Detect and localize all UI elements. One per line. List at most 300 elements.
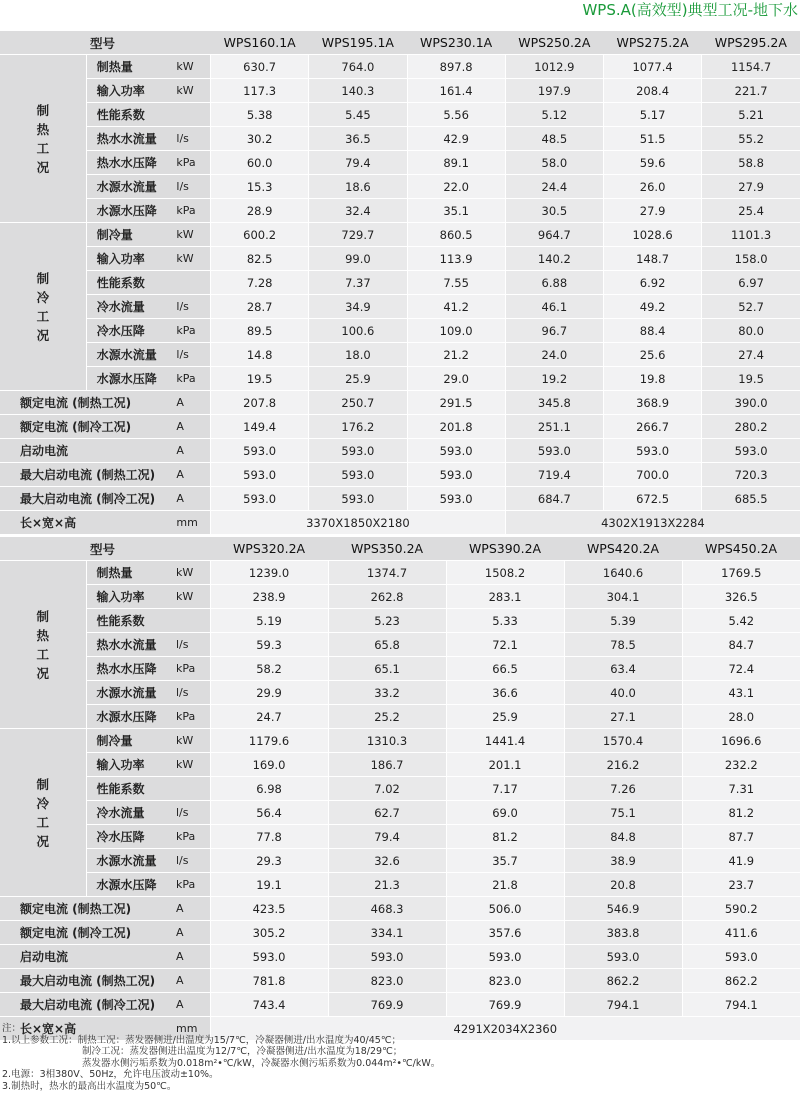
value-cell: 58.2 [210, 657, 328, 681]
value-cell: 66.5 [446, 657, 564, 681]
parameter-name: 制热量 [86, 561, 172, 585]
value-cell: 7.28 [211, 271, 309, 295]
value-cell: 423.5 [210, 897, 328, 921]
value-cell: 7.31 [682, 777, 800, 801]
value-cell: 148.7 [603, 247, 701, 271]
value-cell: 468.3 [328, 897, 446, 921]
value-cell: 56.4 [210, 801, 328, 825]
value-cell: 72.4 [682, 657, 800, 681]
value-cell: 7.37 [309, 271, 407, 295]
parameter-name: 热水水流量 [86, 633, 172, 657]
parameter-name: 额定电流 (制冷工况) [0, 921, 172, 945]
parameter-unit: l/s [172, 849, 210, 873]
value-cell: 593.0 [564, 945, 682, 969]
parameter-name: 性能系数 [86, 609, 172, 633]
value-cell: 334.1 [328, 921, 446, 945]
value-cell: 158.0 [702, 247, 800, 271]
value-cell: 5.17 [603, 103, 701, 127]
table-row [0, 295, 800, 319]
value-cell: 304.1 [564, 585, 682, 609]
group-char: 冷 [36, 795, 49, 811]
table-row [0, 343, 800, 367]
value-cell: 113.9 [407, 247, 505, 271]
value-cell: 593.0 [328, 945, 446, 969]
table-row [0, 969, 800, 993]
dimensions-value: 4291X2034X2360 [210, 1017, 800, 1041]
value-cell: 600.2 [211, 223, 309, 247]
value-cell: 33.2 [328, 681, 446, 705]
heating-group-label [0, 561, 86, 729]
value-cell: 84.8 [564, 825, 682, 849]
parameter-unit: kPa [172, 199, 210, 223]
value-cell: 283.1 [446, 585, 564, 609]
table-row [0, 585, 800, 609]
parameter-name: 热水水压降 [86, 657, 172, 681]
group-char: 工 [36, 646, 49, 662]
value-cell: 862.2 [682, 969, 800, 993]
value-cell: 291.5 [407, 391, 505, 415]
value-cell: 36.5 [309, 127, 407, 151]
value-cell: 672.5 [603, 487, 701, 511]
model-name: WPS250.2A [505, 31, 603, 55]
value-cell: 5.21 [702, 103, 800, 127]
model-header-label: 型号 [0, 537, 210, 561]
value-cell: 5.19 [210, 609, 328, 633]
table-row [0, 367, 800, 391]
value-cell: 27.9 [702, 175, 800, 199]
note-line: 蒸发器水侧污垢系数为0.018m²•℃/kW，冷凝器水侧污垢系数为0.044m²•℃/kW。 [82, 1057, 441, 1069]
value-cell: 250.7 [309, 391, 407, 415]
parameter-name: 水源水流量 [86, 681, 172, 705]
parameter-unit: kPa [172, 705, 210, 729]
value-cell: 1077.4 [603, 55, 701, 79]
value-cell: 719.4 [505, 463, 603, 487]
value-cell: 40.0 [564, 681, 682, 705]
value-cell: 781.8 [210, 969, 328, 993]
note-line: 1.以上参数工况：制热工况：蒸发器侧进/出温度为15/7℃，冷凝器侧进/出水温度为40/45℃； [2, 1034, 402, 1046]
value-cell: 593.0 [211, 439, 309, 463]
value-cell: 36.6 [446, 681, 564, 705]
parameter-name: 最大启动电流 (制热工况) [0, 463, 172, 487]
value-cell: 43.1 [682, 681, 800, 705]
table-row [0, 247, 800, 271]
value-cell: 5.12 [505, 103, 603, 127]
table-header-row [0, 31, 800, 55]
value-cell: 78.5 [564, 633, 682, 657]
group-char: 况 [36, 327, 50, 343]
value-cell: 62.7 [328, 801, 446, 825]
value-cell: 368.9 [603, 391, 701, 415]
value-cell: 14.8 [211, 343, 309, 367]
value-cell: 25.9 [446, 705, 564, 729]
value-cell: 390.0 [702, 391, 800, 415]
value-cell: 28.0 [682, 705, 800, 729]
model-name: WPS420.2A [564, 537, 682, 561]
table-row [0, 897, 800, 921]
value-cell: 49.2 [603, 295, 701, 319]
note-line: 制冷工况：蒸发器侧进出温度为12/7℃，冷凝器侧进/出水温度为18/29℃； [82, 1046, 403, 1057]
value-cell: 684.7 [505, 487, 603, 511]
parameter-name: 最大启动电流 (制冷工况) [0, 487, 172, 511]
note-line: 2.电源：3相380V、50Hz，允许电压波动±10%。 [2, 1069, 219, 1080]
value-cell: 22.0 [407, 175, 505, 199]
parameter-unit: kW [172, 729, 210, 753]
value-cell: 5.56 [407, 103, 505, 127]
value-cell: 27.9 [603, 199, 701, 223]
spec-table-1 [0, 31, 800, 535]
parameter-unit: A [172, 463, 210, 487]
value-cell: 238.9 [210, 585, 328, 609]
parameter-unit: kW [172, 561, 210, 585]
parameter-unit: kW [172, 55, 210, 79]
value-cell: 593.0 [210, 945, 328, 969]
table-row [0, 825, 800, 849]
value-cell: 1239.0 [210, 561, 328, 585]
value-cell: 6.97 [702, 271, 800, 295]
value-cell: 63.4 [564, 657, 682, 681]
value-cell: 964.7 [505, 223, 603, 247]
parameter-unit: kPa [172, 367, 210, 391]
value-cell: 176.2 [309, 415, 407, 439]
value-cell: 72.1 [446, 633, 564, 657]
value-cell: 21.2 [407, 343, 505, 367]
value-cell: 1696.6 [682, 729, 800, 753]
table-row [0, 753, 800, 777]
parameter-unit: kW [172, 223, 210, 247]
group-char: 工 [36, 814, 49, 830]
value-cell: 207.8 [211, 391, 309, 415]
value-cell: 20.8 [564, 873, 682, 897]
parameter-unit: l/s [172, 175, 210, 199]
value-cell: 82.5 [211, 247, 309, 271]
value-cell: 1640.6 [564, 561, 682, 585]
value-cell: 411.6 [682, 921, 800, 945]
parameter-unit: A [172, 969, 210, 993]
value-cell: 6.92 [603, 271, 701, 295]
table-row [0, 439, 800, 463]
group-char: 热 [36, 627, 49, 643]
parameter-name: 输入功率 [86, 753, 172, 777]
parameter-unit: A [172, 921, 210, 945]
note-line: 注： [2, 1023, 22, 1034]
parameter-unit: A [172, 415, 210, 439]
value-cell: 5.33 [446, 609, 564, 633]
parameter-unit [172, 609, 210, 633]
parameter-unit: l/s [172, 633, 210, 657]
cooling-group-label [0, 729, 86, 897]
table-row [0, 391, 800, 415]
parameter-unit: A [172, 945, 210, 969]
value-cell: 58.8 [702, 151, 800, 175]
value-cell: 897.8 [407, 55, 505, 79]
value-cell: 1012.9 [505, 55, 603, 79]
parameter-unit: kPa [172, 825, 210, 849]
parameter-name: 冷水流量 [86, 801, 172, 825]
value-cell: 1570.4 [564, 729, 682, 753]
table-row [0, 151, 800, 175]
table-row [0, 609, 800, 633]
value-cell: 18.6 [309, 175, 407, 199]
value-cell: 345.8 [505, 391, 603, 415]
parameter-unit: l/s [172, 295, 210, 319]
value-cell: 25.9 [309, 367, 407, 391]
value-cell: 630.7 [211, 55, 309, 79]
parameter-name: 水源水压降 [86, 367, 172, 391]
table-row [0, 463, 800, 487]
model-header-label: 型号 [0, 31, 211, 55]
parameter-unit: l/s [172, 343, 210, 367]
value-cell: 96.7 [505, 319, 603, 343]
model-name: WPS230.1A [407, 31, 505, 55]
value-cell: 593.0 [682, 945, 800, 969]
value-cell: 19.1 [210, 873, 328, 897]
value-cell: 593.0 [309, 487, 407, 511]
parameter-unit: A [172, 993, 210, 1017]
value-cell: 169.0 [210, 753, 328, 777]
value-cell: 593.0 [505, 439, 603, 463]
value-cell: 593.0 [446, 945, 564, 969]
value-cell: 65.8 [328, 633, 446, 657]
value-cell: 6.98 [210, 777, 328, 801]
value-cell: 69.0 [446, 801, 564, 825]
parameter-unit: kW [172, 79, 210, 103]
value-cell: 19.5 [211, 367, 309, 391]
parameter-unit: kW [172, 585, 210, 609]
value-cell: 32.4 [309, 199, 407, 223]
parameter-name: 启动电流 [0, 945, 172, 969]
parameter-unit: kPa [172, 657, 210, 681]
model-name: WPS195.1A [309, 31, 407, 55]
parameter-name: 制冷量 [86, 223, 172, 247]
model-name: WPS450.2A [682, 537, 800, 561]
value-cell: 794.1 [682, 993, 800, 1017]
value-cell: 28.7 [211, 295, 309, 319]
table-row [0, 993, 800, 1017]
note-line: 3.制热时，热水的最高出水温度为50℃。 [2, 1080, 177, 1092]
value-cell: 140.2 [505, 247, 603, 271]
value-cell: 7.26 [564, 777, 682, 801]
value-cell: 197.9 [505, 79, 603, 103]
parameter-name: 冷水压降 [86, 825, 172, 849]
value-cell: 262.8 [328, 585, 446, 609]
value-cell: 100.6 [309, 319, 407, 343]
value-cell: 30.5 [505, 199, 603, 223]
value-cell: 593.0 [211, 487, 309, 511]
value-cell: 700.0 [603, 463, 701, 487]
value-cell: 1310.3 [328, 729, 446, 753]
value-cell: 79.4 [309, 151, 407, 175]
parameter-unit: kW [172, 753, 210, 777]
group-char: 况 [36, 665, 49, 681]
value-cell: 305.2 [210, 921, 328, 945]
value-cell: 149.4 [211, 415, 309, 439]
table-row [0, 681, 800, 705]
value-cell: 51.5 [603, 127, 701, 151]
table-row [0, 561, 800, 585]
value-cell: 79.4 [328, 825, 446, 849]
value-cell: 19.2 [505, 367, 603, 391]
cooling-group-label [0, 223, 86, 391]
parameter-name: 最大启动电流 (制冷工况) [0, 993, 172, 1017]
value-cell: 186.7 [328, 753, 446, 777]
value-cell: 88.4 [603, 319, 701, 343]
value-cell: 27.4 [702, 343, 800, 367]
table-row [0, 945, 800, 969]
parameter-name: 水源水压降 [86, 873, 172, 897]
value-cell: 28.9 [211, 199, 309, 223]
value-cell: 58.0 [505, 151, 603, 175]
value-cell: 201.8 [407, 415, 505, 439]
table-row [0, 705, 800, 729]
table-row [0, 319, 800, 343]
group-char: 热 [36, 121, 50, 137]
parameter-unit: kPa [172, 319, 210, 343]
value-cell: 506.0 [446, 897, 564, 921]
parameter-name: 水源水压降 [86, 199, 172, 223]
table-row [0, 921, 800, 945]
value-cell: 862.2 [564, 969, 682, 993]
table-row [0, 801, 800, 825]
value-cell: 201.1 [446, 753, 564, 777]
value-cell: 794.1 [564, 993, 682, 1017]
model-name: WPS295.2A [702, 31, 800, 55]
value-cell: 743.4 [210, 993, 328, 1017]
value-cell: 161.4 [407, 79, 505, 103]
value-cell: 99.0 [309, 247, 407, 271]
value-cell: 6.88 [505, 271, 603, 295]
parameter-name: 额定电流 (制冷工况) [0, 415, 172, 439]
dimensions-value: 4302X1913X2284 [505, 511, 800, 535]
parameter-name: 输入功率 [86, 79, 172, 103]
parameter-unit: kPa [172, 873, 210, 897]
table-row [0, 175, 800, 199]
value-cell: 232.2 [682, 753, 800, 777]
value-cell: 109.0 [407, 319, 505, 343]
table-row [0, 127, 800, 151]
parameter-unit: kW [172, 247, 210, 271]
table-row [0, 729, 800, 753]
value-cell: 25.6 [603, 343, 701, 367]
value-cell: 5.38 [211, 103, 309, 127]
parameter-name: 水源水流量 [86, 849, 172, 873]
value-cell: 29.9 [210, 681, 328, 705]
group-char: 制 [36, 608, 49, 624]
table-row [0, 199, 800, 223]
value-cell: 77.8 [210, 825, 328, 849]
value-cell: 593.0 [702, 439, 800, 463]
value-cell: 1769.5 [682, 561, 800, 585]
value-cell: 1101.3 [702, 223, 800, 247]
value-cell: 81.2 [446, 825, 564, 849]
group-char: 况 [36, 833, 49, 849]
table-row [0, 55, 800, 79]
value-cell: 35.7 [446, 849, 564, 873]
group-char: 冷 [36, 289, 50, 305]
value-cell: 1374.7 [328, 561, 446, 585]
value-cell: 1508.2 [446, 561, 564, 585]
model-name: WPS275.2A [603, 31, 701, 55]
page-title: WPS.A(高效型)典型工况-地下水 [582, 1, 798, 19]
value-cell: 383.8 [564, 921, 682, 945]
group-char: 工 [36, 308, 50, 324]
value-cell: 89.5 [211, 319, 309, 343]
value-cell: 81.2 [682, 801, 800, 825]
value-cell: 38.9 [564, 849, 682, 873]
value-cell: 41.9 [682, 849, 800, 873]
parameter-unit: mm [172, 511, 210, 535]
value-cell: 21.3 [328, 873, 446, 897]
value-cell: 75.1 [564, 801, 682, 825]
value-cell: 5.45 [309, 103, 407, 127]
value-cell: 29.0 [407, 367, 505, 391]
value-cell: 24.7 [210, 705, 328, 729]
heating-group-label [0, 55, 86, 223]
value-cell: 26.0 [603, 175, 701, 199]
parameter-name: 启动电流 [0, 439, 172, 463]
table-row [0, 79, 800, 103]
value-cell: 80.0 [702, 319, 800, 343]
value-cell: 251.1 [505, 415, 603, 439]
model-name: WPS350.2A [328, 537, 446, 561]
table-row [0, 223, 800, 247]
parameter-name: 热水水流量 [86, 127, 172, 151]
value-cell: 55.2 [702, 127, 800, 151]
parameter-unit: l/s [172, 801, 210, 825]
value-cell: 1028.6 [603, 223, 701, 247]
value-cell: 221.7 [702, 79, 800, 103]
table-header-row [0, 537, 800, 561]
value-cell: 216.2 [564, 753, 682, 777]
model-name: WPS320.2A [210, 537, 328, 561]
parameter-name: 冷水流量 [86, 295, 172, 319]
value-cell: 27.1 [564, 705, 682, 729]
table-row [0, 633, 800, 657]
value-cell: 29.3 [210, 849, 328, 873]
value-cell: 89.1 [407, 151, 505, 175]
table-row [0, 657, 800, 681]
parameter-unit [172, 271, 210, 295]
value-cell: 60.0 [211, 151, 309, 175]
value-cell: 593.0 [407, 439, 505, 463]
value-cell: 593.0 [211, 463, 309, 487]
value-cell: 7.55 [407, 271, 505, 295]
parameter-unit: A [172, 487, 210, 511]
value-cell: 769.9 [328, 993, 446, 1017]
table-row [0, 849, 800, 873]
notes [2, 1023, 440, 1092]
value-cell: 593.0 [309, 439, 407, 463]
value-cell: 87.7 [682, 825, 800, 849]
value-cell: 117.3 [211, 79, 309, 103]
parameter-name: 制热量 [86, 55, 172, 79]
parameter-name: 输入功率 [86, 585, 172, 609]
value-cell: 593.0 [603, 439, 701, 463]
parameter-name: 性能系数 [86, 103, 172, 127]
value-cell: 1179.6 [210, 729, 328, 753]
value-cell: 30.2 [211, 127, 309, 151]
value-cell: 685.5 [702, 487, 800, 511]
table-row [0, 271, 800, 295]
value-cell: 823.0 [446, 969, 564, 993]
model-name: WPS160.1A [211, 31, 309, 55]
parameter-unit: kPa [172, 151, 210, 175]
parameter-name: 性能系数 [86, 777, 172, 801]
parameter-name: 水源水流量 [86, 343, 172, 367]
value-cell: 266.7 [603, 415, 701, 439]
value-cell: 19.8 [603, 367, 701, 391]
parameter-name: 热水水压降 [86, 151, 172, 175]
parameter-name: 冷水压降 [86, 319, 172, 343]
